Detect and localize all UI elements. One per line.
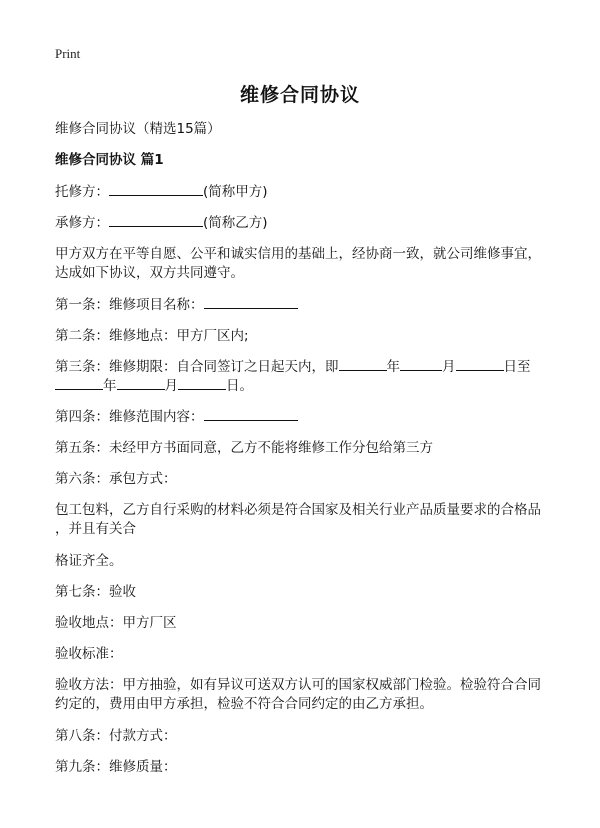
article-1-text: 第一条：维修项目名称： xyxy=(55,297,204,313)
day-to-label: 日至 xyxy=(503,359,531,375)
start-day-blank xyxy=(456,356,504,371)
contractor-line xyxy=(55,212,555,234)
article-7-method-1: 验收方法：甲方抽验，如有异议可送双方认可的国家权威部门检验。检验符合合同 xyxy=(55,677,541,693)
client-label: 托修方： xyxy=(55,184,109,200)
start-year-blank xyxy=(339,356,387,371)
article-6: 第六条：承包方式： xyxy=(55,471,177,487)
contractor-suffix: (简称乙方) xyxy=(203,215,268,231)
article-1 xyxy=(55,294,555,316)
article-5: 第五条：未经甲方书面同意，乙方不能将维修工作分包给第三方 xyxy=(55,440,433,456)
intro-line-1: 甲方双方在平等自愿、公平和诚实信用的基础上，经协商一致，就公司维修事宜， xyxy=(55,246,541,262)
article-8: 第八条：付款方式： xyxy=(55,728,177,744)
document-title: 维修合同协议 xyxy=(239,84,360,106)
article-6-body-2: ，并且有关合 xyxy=(55,521,136,537)
client-blank xyxy=(109,181,203,196)
section-heading: 维修合同协议 篇1 xyxy=(55,152,164,168)
end-month-label: 月 xyxy=(164,378,178,394)
end-month-blank xyxy=(117,375,165,390)
article-2: 第二条：维修地点：甲方厂区内; xyxy=(55,328,249,344)
intro-line-2: 达成如下协议，双方共同遵守。 xyxy=(55,265,244,281)
article-4 xyxy=(55,406,555,428)
start-month-blank xyxy=(400,356,442,371)
article-3-text: 第三条：维修期限：自合同签订之日起天内，即 xyxy=(55,359,339,375)
article-3-line-2 xyxy=(55,375,555,397)
year-label: 年 xyxy=(386,359,400,375)
article-7-method-2: 约定的，费用由甲方承担，检验不符合合同约定的由乙方承担。 xyxy=(55,696,433,712)
contractor-blank xyxy=(109,212,203,227)
article-1-blank xyxy=(204,294,298,309)
month-label: 月 xyxy=(442,359,456,375)
end-year-label: 年 xyxy=(103,378,117,394)
client-line xyxy=(55,181,555,203)
article-6-body-3: 格证齐全。 xyxy=(55,553,123,569)
print-label[interactable]: Print xyxy=(55,46,81,61)
article-9: 第九条：维修质量： xyxy=(55,759,177,775)
article-6-body-1: 包工包料，乙方自行采购的材料必须是符合国家及相关行业产品质量要求的合格品 xyxy=(55,502,541,518)
end-day-blank xyxy=(178,375,226,390)
end-day-label: 日。 xyxy=(226,378,253,394)
subtitle: 维修合同协议（精选15篇） xyxy=(55,121,221,137)
contractor-label: 承修方： xyxy=(55,215,109,231)
article-7-standard: 验收标准： xyxy=(55,646,123,662)
article-4-text: 第四条：维修范围内容： xyxy=(55,409,204,425)
article-7: 第七条：验收 xyxy=(55,584,136,600)
end-year-blank xyxy=(55,375,103,390)
client-suffix: (简称甲方) xyxy=(203,184,268,200)
article-7-place: 验收地点：甲方厂区 xyxy=(55,615,177,631)
article-4-blank xyxy=(204,406,298,421)
